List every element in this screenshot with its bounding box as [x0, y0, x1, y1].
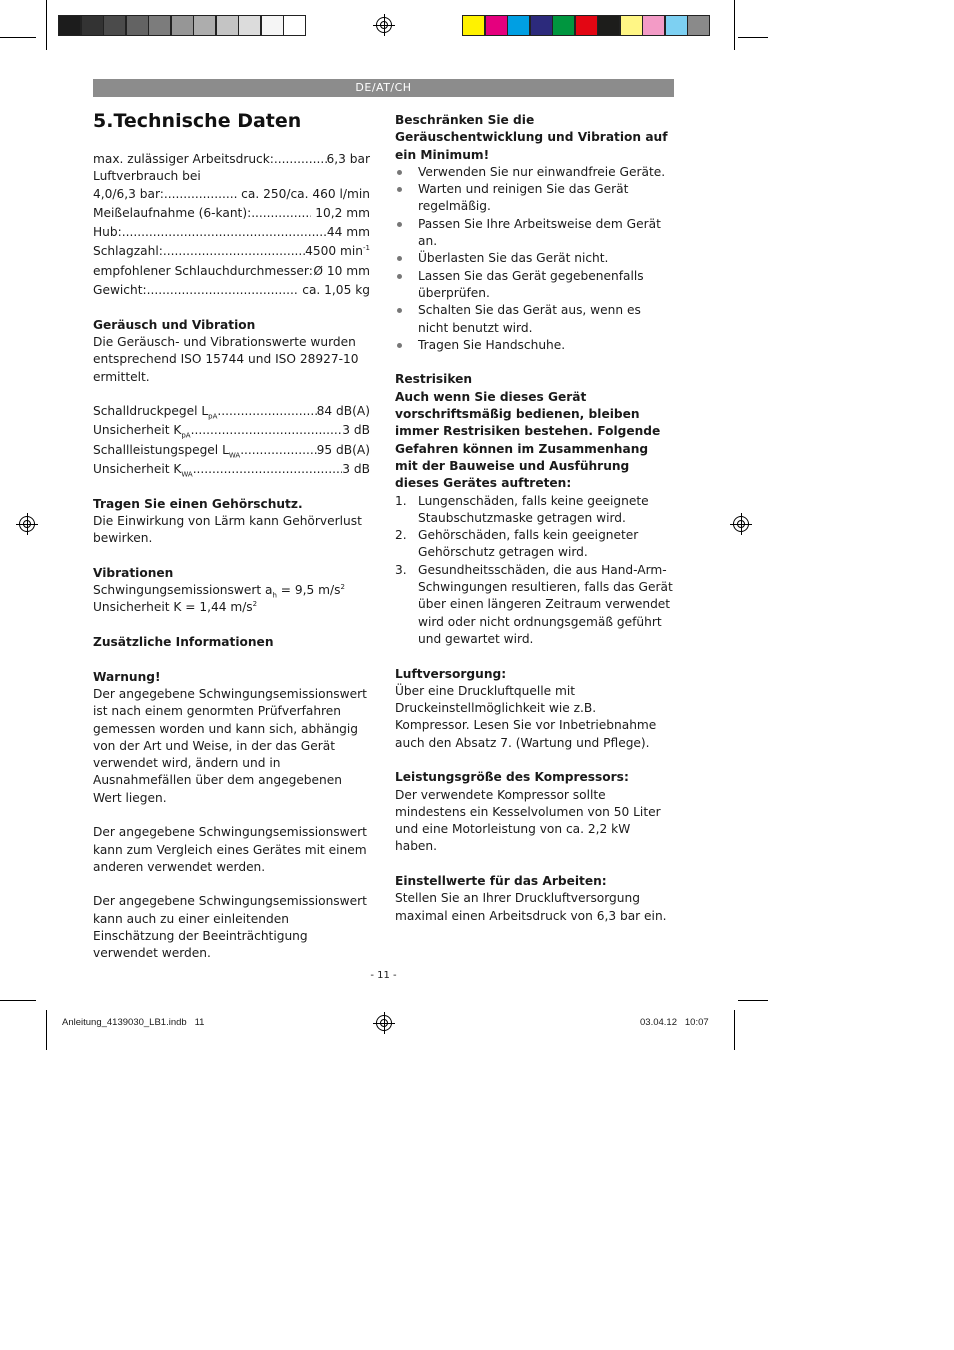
- gray-swatch: [193, 15, 216, 36]
- compressor-heading: Leistungsgröße des Kompressors:: [395, 770, 629, 785]
- noise-row: Unsicherheit $K_{WA}$ ..... 3 dB: [93, 461, 370, 478]
- settings-heading: Einstellwerte für das Arbeiten:: [395, 874, 607, 889]
- gray-swatch: [216, 15, 239, 36]
- registration-mark-bottom: [376, 1015, 392, 1031]
- warning-heading: Warnung!: [93, 669, 161, 684]
- residual-risks-intro: Auch wenn Sie dieses Gerät vorschriftsmäßig bedienen, bleiben immer Restrisiken bestehen. Folgende Gefahren können im Zusammenhang mit der Bauweise und Ausführung dieses Gerätes auftreten:: [395, 389, 661, 491]
- gray-swatch: [58, 15, 81, 36]
- noise-row: Schalldruckpegel $L_{pA}$ ..... 84 dB(A): [93, 403, 370, 420]
- region-header-bar: DE/AT/CH: [93, 79, 674, 97]
- list-item: Schalten Sie das Gerät aus, wenn es nicht benutzt wird.: [395, 302, 674, 337]
- spec-row: Hub: ..... 44 mm: [93, 224, 370, 241]
- list-item: 3. Gesundheitsschäden, die aus Hand-Arm-Schwingungen resultieren, falls das Gerät über einen längeren Zeitraum verwendet wird oder nicht ordnungsgemäß geführt und gewartet wird.: [395, 562, 673, 646]
- page-number: - 11 -: [370, 970, 397, 981]
- compressor-text: Der verwendete Kompressor sollte mindestens ein Kesselvolumen von 50 Liter und eine Motorleistung von ca. 2,2 kW haben.: [395, 787, 661, 854]
- vibration-value: Schwingungsemissionswert $a_h = 9,5$ $m/s^2$: [93, 583, 345, 600]
- spec-row: Meißelaufnahme (6-kant): ..... 10,2 mm: [93, 205, 370, 222]
- spec-row: empfohlener Schlauchdurchmesser: ..... Ø 10 mm: [93, 263, 370, 280]
- additional-info-heading: Zusätzliche Informationen: [93, 635, 274, 650]
- comparison-text: Der angegebene Schwingungsemissionswert kann zum Vergleich eines Gerätes mit einem anderen verwendet werden.: [93, 825, 367, 874]
- spec-row: 4,0/6,3 bar: ..... ca. 250/ca. 460 l/min: [93, 186, 370, 203]
- gray-swatch: [238, 15, 261, 36]
- left-column: [93, 151, 370, 963]
- spec-row: max. zulässiger Arbeitsdruck: ..... 6,3 bar: [93, 151, 370, 168]
- color-swatch: [485, 15, 508, 36]
- color-swatch: [552, 15, 575, 36]
- air-supply-heading: Luftversorgung:: [395, 666, 507, 681]
- color-swatch: [462, 15, 485, 36]
- warning-text: Der angegebene Schwingungsemissionswert ist nach einem genormten Prüfverfahren gemessen worden und kann sich, abhängig von der Art und Weise, in der das Gerät verwendet wird, ändern und in Ausnahmefällen über dem angegebenen Wert liegen.: [93, 686, 367, 805]
- gray-swatch: [103, 15, 126, 36]
- list-item: Verwenden Sie nur einwandfreie Geräte.: [395, 164, 674, 181]
- assessment-text: Der angegebene Schwingungsemissionswert kann auch zu einer einleitenden Einschätzung der Beeinträchtigung verwendet werden.: [93, 894, 367, 961]
- section-title: 5.Technische Daten: [93, 110, 302, 132]
- limit-heading: Beschränken Sie die Geräuschentwicklung und Vibration auf ein Minimum!: [395, 113, 668, 162]
- residual-risks-list: [395, 493, 674, 649]
- gray-swatch: [148, 15, 171, 36]
- registration-mark-right: [733, 516, 749, 532]
- limit-list: [395, 164, 674, 354]
- gray-swatch: [171, 15, 194, 36]
- vibration-uncertainty: Unsicherheit K = 1,44 $m/s^2$: [93, 600, 258, 615]
- color-swatch: [507, 15, 530, 36]
- air-consumption-label: Luftverbrauch bei: [93, 169, 201, 184]
- list-item: 2. Gehörschäden, falls kein geeigneter Gehörschutz getragen wird.: [395, 528, 639, 560]
- list-item: Tragen Sie Handschuhe.: [395, 337, 674, 354]
- list-item: Passen Sie Ihre Arbeitsweise dem Gerät an.: [395, 216, 674, 251]
- list-item: 1. Lungenschäden, falls keine geeignete Staubschutzmaske getragen wird.: [395, 493, 649, 525]
- list-item: Warten und reinigen Sie das Gerät regelmäßig.: [395, 181, 674, 216]
- noise-row: Unsicherheit $K_{pA}$ ..... 3 dB: [93, 422, 370, 439]
- gray-swatch: [261, 15, 284, 36]
- list-item: Überlasten Sie das Gerät nicht.: [395, 250, 674, 267]
- color-swatch: [597, 15, 620, 36]
- hearing-protection-text: Die Einwirkung von Lärm kann Gehörverlust bewirken.: [93, 513, 362, 546]
- footer-date: 03.04.12 10:07: [640, 1017, 709, 1028]
- noise-heading: Geräusch und Vibration: [93, 317, 256, 332]
- spec-row: Gewicht: ..... ca. 1,05 kg: [93, 282, 370, 299]
- footer-file: Anleitung_4139030_LB1.indb 11: [62, 1017, 205, 1028]
- registration-mark-top: [376, 17, 392, 33]
- residual-risks-heading: Restrisiken: [395, 372, 473, 387]
- air-supply-text: Über eine Druckluftquelle mit Druckeinstellmöglichkeit wie z.B. Kompressor. Lesen Sie vor Inbetriebnahme auch den Absatz 7. (Wartung und Pflege).: [395, 683, 657, 750]
- noise-row: Schallleistungspegel $L_{WA}$ ..... 95 dB(A): [93, 442, 370, 459]
- settings-text: Stellen Sie an Ihrer Druckluftversorgung maximal einen Arbeitsdruck von 6,3 bar ein.: [395, 891, 667, 923]
- color-swatch: [642, 15, 665, 36]
- list-item: Lassen Sie das Gerät gegebenenfalls überprüfen.: [395, 268, 674, 303]
- hearing-protection-heading: Tragen Sie einen Gehörschutz.: [93, 496, 303, 511]
- gray-swatch: [126, 15, 149, 36]
- registration-mark-left: [19, 516, 35, 532]
- vibration-heading: Vibrationen: [93, 565, 174, 580]
- color-swatch: [665, 15, 688, 36]
- spec-row: Schlagzahl: ..... 4500 $\min^{-1}$: [93, 243, 370, 260]
- color-swatch: [687, 15, 710, 36]
- color-swatch: [575, 15, 598, 36]
- color-swatch: [620, 15, 643, 36]
- right-column: [395, 112, 674, 925]
- gray-swatch: [81, 15, 104, 36]
- color-swatch: [530, 15, 553, 36]
- gray-swatch: [283, 15, 306, 36]
- noise-text: Die Geräusch- und Vibrationswerte wurden entsprechend ISO 15744 und ISO 28927-10 ermittelt.: [93, 334, 359, 384]
